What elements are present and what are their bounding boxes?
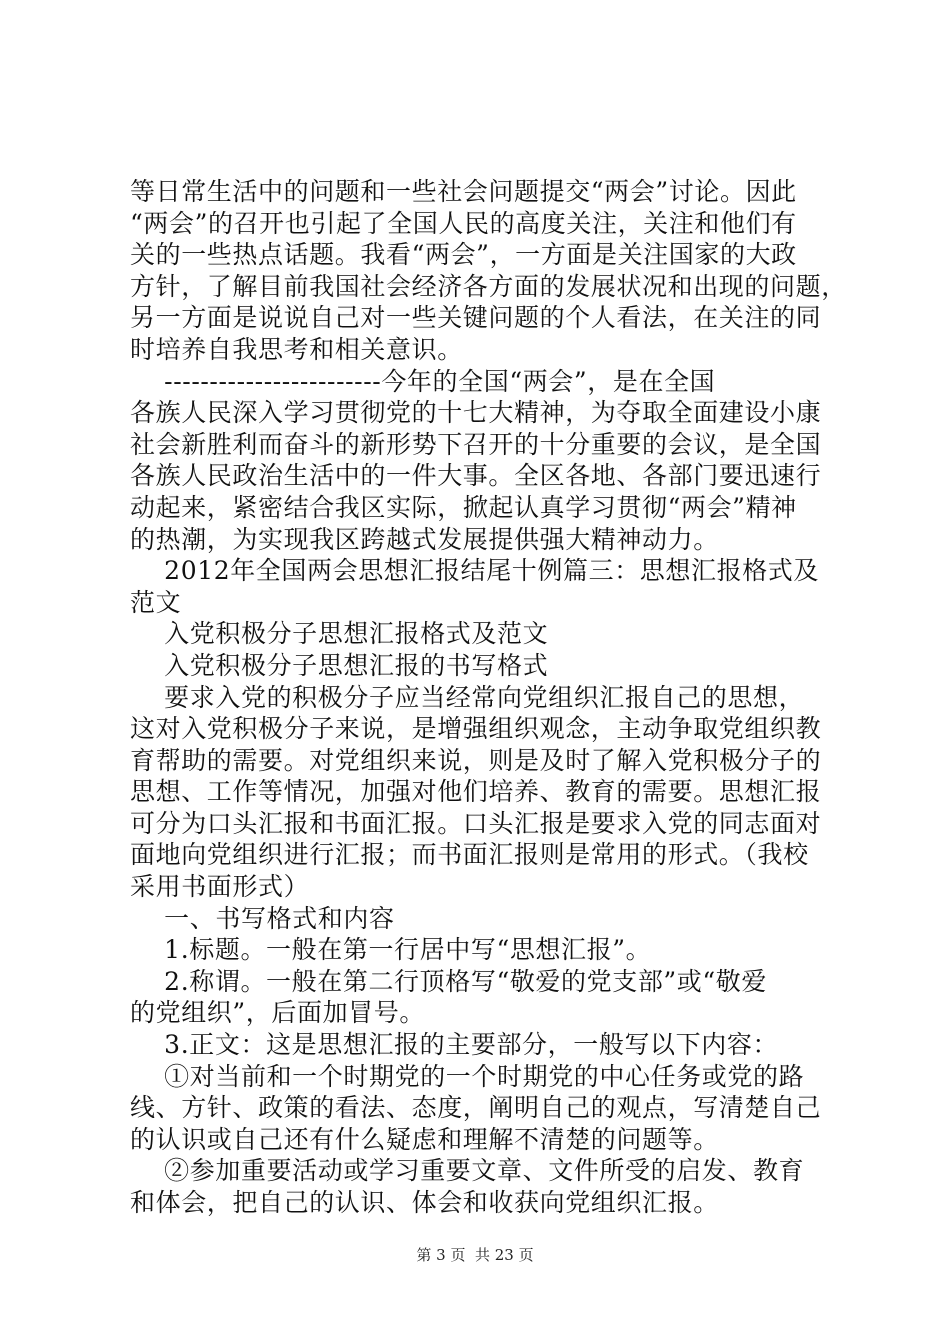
text-line: 面地向党组织进行汇报；而书面汇报则是常用的形式。（我校 [130,840,809,870]
text-line: ②参加重要活动或学习重要文章、文件所受的启发、教育 [130,1156,805,1186]
text-line: ①对当前和一个时期党的一个时期党的中心任务或党的路 [130,1061,805,1091]
text-line: 范文 [130,587,182,617]
text-line: 入党积极分子思想汇报格式及范文 [130,619,549,649]
text-line: 可分为口头汇报和书面汇报。口头汇报是要求入党的同志面对 [130,808,822,838]
text-line: 时培养自我思考和相关意识。 [130,334,463,364]
text-line: 等日常生活中的问题和一些社会问题提交“两会”讨论。因此 [130,177,797,206]
text-line: 的热潮，为实现我区跨越式发展提供强大精神动力。 [130,524,719,554]
text-line: 的党组织”，后面加冒号。 [130,998,425,1028]
text-line: 和体会，把自己的认识、体会和收获向党组织汇报。 [130,1188,719,1217]
text-line: 1.标题。一般在第一行居中写“思想汇报”。 [130,935,652,965]
text-line: 2.称谓。一般在第二行顶格写“敬爱的党支部”或“敬爱 [130,966,767,996]
text-line: 采用书面形式） [130,872,310,902]
text-line: 线、方针、政策的看法、态度，阐明自己的观点，写清楚自己 [130,1093,822,1123]
text-line: 育帮助的需要。对党组织来说，则是及时了解入党积极分子的 [130,745,822,775]
text-line: 社会新胜利而奋斗的新形势下召开的十分重要的会议，是全国 [130,429,822,459]
document-body [130,176,847,1219]
text-line: 各族人民政治生活中的一件大事。全区各地、各部门要迅速行 [130,461,822,491]
text-line: 关的一些热点话题。我看“两会”，一方面是关注国家的大政 [130,240,797,270]
text-line: 要求入党的积极分子应当经常向党组织汇报自己的思想， [130,682,805,712]
text-line: 方针，了解目前我国社会经济各方面的发展状况和出现的问题， [130,271,847,301]
text-line: 2012年全国两会思想汇报结尾十例篇三：思想汇报格式及 [130,556,820,586]
page-number-footer: 第 3 页 共 23 页 [416,1246,534,1264]
text-line: 思想、工作等情况，加强对他们培养、教育的需要。思想汇报 [130,777,822,807]
text-line: “两会”的召开也引起了全国人民的高度关注，关注和他们有 [130,208,797,238]
text-line: 另一方面是说说自己对一些关键问题的个人看法，在关注的同 [130,303,822,333]
text-line: 的认识或自己还有什么疑虑和理解不清楚的问题等。 [130,1124,719,1154]
text-line: ------------------------今年的全国“两会”，是在全国 [130,366,716,396]
text-line: 各族人民深入学习贯彻党的十七大精神，为夺取全面建设小康 [130,398,822,428]
text-line: 一、书写格式和内容 [130,903,395,933]
text-line: 入党积极分子思想汇报的书写格式 [130,650,549,680]
text-line: 3.正文：这是思想汇报的主要部分，一般写以下内容： [130,1030,779,1060]
text-line: 这对入党积极分子来说，是增强组织观念，主动争取党组织教 [130,714,822,744]
text-line: 动起来，紧密结合我区实际，掀起认真学习贯彻“两会”精神 [130,492,797,522]
